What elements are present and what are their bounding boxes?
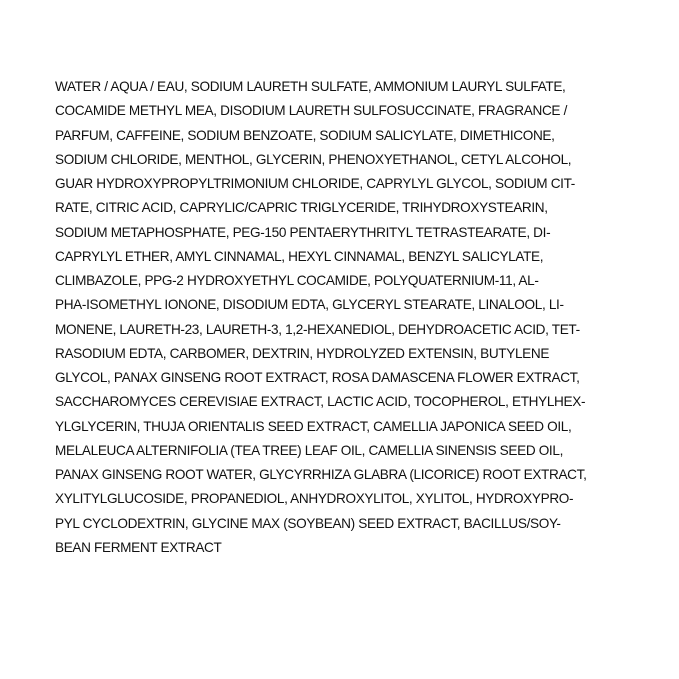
ingredients-line: MELALEUCA ALTERNIFOLIA (TEA TREE) LEAF OIL, CAMELLIA SINENSIS SEED OIL, bbox=[55, 442, 563, 458]
ingredients-line: PYL CYCLODEXTRIN, GLYCINE MAX (SOYBEAN) SEED EXTRACT, BACILLUS/SOY- bbox=[55, 515, 561, 531]
ingredients-line: SODIUM CHLORIDE, MENTHOL, GLYCERIN, PHENOXYETHANOL, CETYL ALCOHOL, bbox=[55, 151, 572, 167]
ingredients-line: CLIMBAZOLE, PPG-2 HYDROXYETHYL COCAMIDE, POLYQUATERNIUM-11, AL- bbox=[55, 273, 539, 288]
ingredients-line: XYLITYLGLUCOSIDE, PROPANEDIOL, ANHYDROXYLITOL, XYLITOL, HYDROXYPRO- bbox=[55, 491, 574, 507]
ingredients-line: RASODIUM EDTA, CARBOMER, DEXTRIN, HYDROLYZED EXTENSIN, BUTYLENE bbox=[55, 345, 550, 361]
ingredients-line: PANAX GINSENG ROOT WATER, GLYCYRRHIZA GLABRA (LICORICE) ROOT EXTRACT, bbox=[55, 467, 587, 482]
ingredients-line: WATER / AQUA / EAU, SODIUM LAURETH SULFATE, AMMONIUM LAURYL SULFATE, bbox=[55, 79, 566, 94]
ingredients-list bbox=[55, 75, 645, 560]
ingredients-line: SODIUM METAPHOSPHATE, PEG-150 PENTAERYTHRITYL TETRASTEARATE, DI- bbox=[55, 224, 551, 240]
ingredients-line: GUAR HYDROXYPROPYLTRIMONIUM CHLORIDE, CAPRYLYL GLYCOL, SODIUM CIT- bbox=[55, 176, 575, 191]
ingredients-line: COCAMIDE METHYL MEA, DISODIUM LAURETH SULFOSUCCINATE, FRAGRANCE / bbox=[55, 103, 567, 119]
ingredients-line: RATE, CITRIC ACID, CAPRYLIC/CAPRIC TRIGLYCERIDE, TRIHYDROXYSTEARIN, bbox=[55, 200, 548, 216]
ingredients-line: YLGLYCERIN, THUJA ORIENTALIS SEED EXTRACT, CAMELLIA JAPONICA SEED OIL, bbox=[55, 418, 572, 434]
ingredients-line: BEAN FERMENT EXTRACT bbox=[55, 539, 222, 555]
ingredients-line: SACCHAROMYCES CEREVISIAE EXTRACT, LACTIC ACID, TOCOPHEROL, ETHYLHEX- bbox=[55, 394, 586, 410]
ingredients-line: PARFUM, CAFFEINE, SODIUM BENZOATE, SODIUM SALICYLATE, DIMETHICONE, bbox=[55, 127, 555, 143]
ingredients-line: PHA-ISOMETHYL IONONE, DISODIUM EDTA, GLYCERYL STEARATE, LINALOOL, LI- bbox=[55, 297, 564, 313]
ingredients-line: MONENE, LAURETH-23, LAURETH-3, 1,2-HEXANEDIOL, DEHYDROACETIC ACID, TET- bbox=[55, 321, 580, 337]
ingredients-line: GLYCOL, PANAX GINSENG ROOT EXTRACT, ROSA DAMASCENA FLOWER EXTRACT, bbox=[55, 370, 580, 385]
ingredients-line: CAPRYLYL ETHER, AMYL CINNAMAL, HEXYL CINNAMAL, BENZYL SALICYLATE, bbox=[55, 248, 544, 264]
